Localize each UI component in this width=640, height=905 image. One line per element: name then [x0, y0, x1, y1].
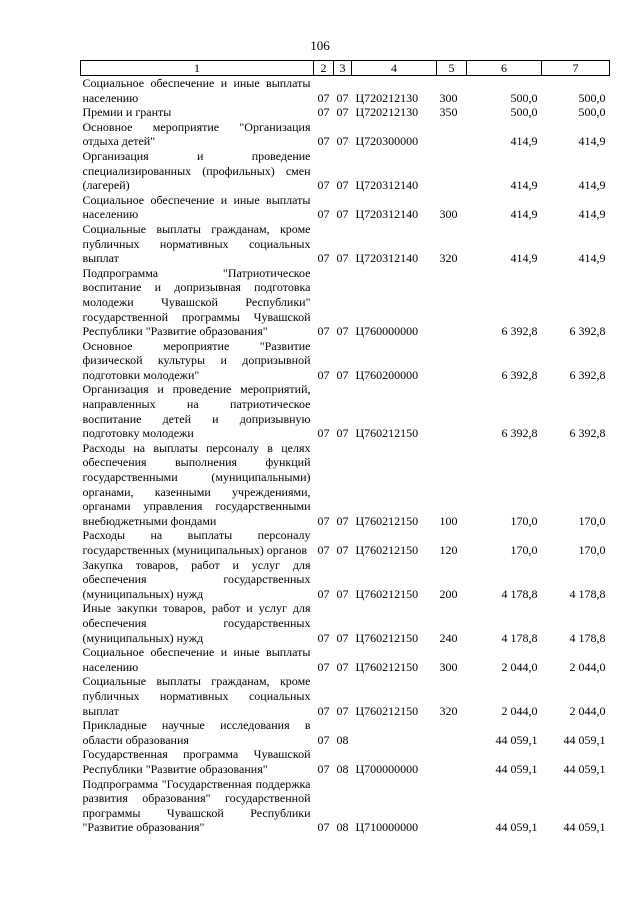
- expense-type-code: 320: [439, 251, 458, 266]
- table-row: [81, 441, 610, 529]
- target-item-code: Ц760212150: [355, 586, 419, 601]
- amount-col-6: 4 178,8: [501, 586, 538, 601]
- target-item-code: [352, 718, 437, 747]
- table-row: [81, 193, 610, 222]
- subsection-code: 07: [336, 703, 349, 718]
- section-code: 07: [317, 761, 330, 776]
- expense-type-code: [437, 149, 467, 193]
- section-code: 07: [317, 820, 330, 835]
- target-item-code: Ц720312140: [355, 207, 419, 222]
- subsection-code: 07: [336, 543, 349, 557]
- target-item-code: Ц720312140: [355, 178, 419, 193]
- amount-col-6: 6 392,8: [501, 426, 538, 441]
- table-row: [81, 645, 610, 674]
- expense-type-code: 120: [439, 543, 458, 557]
- amount-col-7: 4 178,8: [569, 586, 606, 601]
- target-item-code: Ц760212150: [355, 426, 419, 441]
- target-item-code: Ц720300000: [355, 134, 419, 149]
- subsection-code: 07: [336, 659, 349, 674]
- table-row: [81, 601, 610, 645]
- table-row: [81, 149, 610, 193]
- subsection-code: 07: [336, 134, 349, 149]
- section-code: 07: [317, 251, 330, 266]
- budget-table: [80, 60, 610, 835]
- subsection-code: 07: [336, 513, 349, 528]
- table-row: [81, 266, 610, 339]
- row-name: Прикладные научные исследования в области образования: [82, 718, 311, 747]
- section-code: 07: [317, 105, 330, 120]
- target-item-code: Ц760212150: [355, 543, 419, 557]
- section-code: 07: [317, 732, 330, 747]
- amount-col-7: 2 044,0: [569, 703, 606, 718]
- section-code: 07: [317, 90, 330, 105]
- row-name: Организация и проведение специализированных (профильных) смен (лагерей): [82, 148, 311, 193]
- amount-col-6: 2 044,0: [501, 703, 538, 718]
- table-row: [81, 120, 610, 149]
- row-name: Премии и гранты: [82, 105, 172, 120]
- row-name: Расходы на выплаты персоналу в целях обеспечения выполнения функций государственными (муниципальными) органами, казенными учреждениями, органами управления государственными внебюджетными фондами: [82, 440, 311, 528]
- subsection-code: 08: [336, 732, 349, 747]
- amount-col-6: 6 392,8: [501, 324, 538, 339]
- row-name: Государственная программа Чувашской Республики "Развитие образования": [82, 747, 311, 776]
- subsection-code: 08: [336, 820, 349, 835]
- section-code: 07: [317, 367, 330, 382]
- subsection-code: 07: [336, 207, 349, 222]
- expense-type-code: 200: [439, 586, 458, 601]
- amount-col-6: 44 059,1: [495, 761, 538, 776]
- amount-col-7: 4 178,8: [569, 630, 606, 645]
- row-name: Расходы на выплаты персоналу государственных (муниципальных) органов: [82, 528, 311, 557]
- header-col-3: 3: [334, 61, 352, 76]
- amount-col-6: 414,9: [510, 251, 538, 266]
- amount-col-7: 414,9: [578, 134, 606, 149]
- expense-type-code: 350: [439, 105, 458, 120]
- amount-col-7: 414,9: [578, 207, 606, 222]
- expense-type-code: [437, 382, 467, 440]
- row-name: Социальное обеспечение и иные выплаты населению: [82, 76, 311, 105]
- expense-type-code: [437, 339, 467, 383]
- target-item-code: Ц760212150: [355, 513, 419, 528]
- header-col-2: 2: [314, 61, 334, 76]
- section-code: 07: [317, 630, 330, 645]
- header-col-5: 5: [437, 61, 467, 76]
- section-code: 07: [317, 134, 330, 149]
- subsection-code: 07: [336, 367, 349, 382]
- target-item-code: Ц760000000: [355, 324, 419, 339]
- amount-col-7: 414,9: [578, 178, 606, 193]
- expense-type-code: [437, 718, 467, 747]
- amount-col-6: 6 392,8: [501, 367, 538, 382]
- target-item-code: Ц710000000: [355, 820, 419, 835]
- subsection-code: 07: [336, 178, 349, 193]
- section-code: 07: [317, 543, 330, 557]
- row-name: Социальное обеспечение и иные выплаты населению: [82, 192, 311, 222]
- header-col-1: 1: [81, 61, 314, 76]
- expense-type-code: 320: [439, 703, 458, 718]
- amount-col-7: 44 059,1: [563, 761, 606, 776]
- subsection-code: 07: [336, 324, 349, 339]
- table-row: [81, 528, 610, 557]
- subsection-code: 07: [336, 105, 349, 120]
- amount-col-6: 44 059,1: [495, 820, 538, 835]
- table-row: [81, 76, 610, 106]
- page-number: 106: [310, 38, 330, 53]
- amount-col-7: 44 059,1: [563, 732, 606, 747]
- row-name: Социальные выплаты гражданам, кроме публичных нормативных социальных выплат: [82, 221, 311, 266]
- subsection-code: 07: [336, 251, 349, 266]
- row-name: Социальное обеспечение и иные выплаты населению: [82, 645, 311, 674]
- expense-type-code: [437, 120, 467, 149]
- expense-type-code: [437, 777, 467, 835]
- column-number-header: [81, 61, 610, 76]
- expense-type-code: 240: [439, 630, 458, 645]
- section-code: 07: [317, 178, 330, 193]
- table-row: [81, 339, 610, 383]
- target-item-code: Ц760200000: [355, 367, 419, 382]
- amount-col-7: 170,0: [578, 513, 606, 528]
- row-name: Социальные выплаты гражданам, кроме публичных нормативных социальных выплат: [82, 674, 311, 718]
- target-item-code: Ц720312140: [355, 251, 419, 266]
- amount-col-7: 2 044,0: [569, 659, 606, 674]
- amount-col-6: 500,0: [510, 90, 538, 105]
- amount-col-7: 6 392,8: [569, 426, 606, 441]
- expense-type-code: 300: [439, 659, 458, 674]
- header-col-7: 7: [542, 61, 610, 76]
- amount-col-6: 170,0: [510, 513, 538, 528]
- row-name: Подпрограмма "Патриотическое воспитание и допризывная подготовка молодежи Чувашской Республики" государственной программы Чувашской Республики "Развитие образования": [82, 265, 311, 339]
- expense-type-code: 100: [439, 513, 458, 528]
- target-item-code: Ц760212150: [355, 703, 419, 718]
- amount-col-6: 414,9: [510, 178, 538, 193]
- amount-col-6: 500,0: [510, 105, 538, 120]
- amount-col-6: 4 178,8: [501, 630, 538, 645]
- table-row: [81, 718, 610, 747]
- row-name: Основное мероприятие "Организация отдыха детей": [82, 119, 311, 149]
- amount-col-7: 6 392,8: [569, 324, 606, 339]
- table-row: [81, 105, 610, 120]
- target-item-code: Ц760212150: [355, 630, 419, 645]
- table-row: [81, 382, 610, 440]
- table-row: [81, 777, 610, 835]
- row-name: Закупка товаров, работ и услуг для обеспечения государственных (муниципальных) нужд: [82, 557, 311, 601]
- row-name: Иные закупки товаров, работ и услуг для обеспечения государственных (муниципальных) нужд: [82, 601, 311, 645]
- amount-col-7: 500,0: [578, 105, 606, 120]
- amount-col-6: 2 044,0: [501, 659, 538, 674]
- section-code: 07: [317, 586, 330, 601]
- table-row: [81, 222, 610, 266]
- subsection-code: 08: [336, 761, 349, 776]
- target-item-code: Ц700000000: [355, 761, 419, 776]
- table-row: [81, 747, 610, 776]
- section-code: 07: [317, 426, 330, 441]
- row-name: Организация и проведение мероприятий, направленных на патриотическое воспитание детей и допризывную подготовку молодежи: [82, 382, 311, 441]
- expense-type-code: [437, 747, 467, 776]
- section-code: 07: [317, 207, 330, 222]
- subsection-code: 07: [336, 630, 349, 645]
- amount-col-7: 6 392,8: [569, 367, 606, 382]
- amount-col-7: 500,0: [578, 90, 606, 105]
- amount-col-7: 414,9: [578, 251, 606, 266]
- target-item-code: Ц760212150: [355, 659, 419, 674]
- amount-col-7: 170,0: [578, 543, 606, 557]
- amount-col-6: 414,9: [510, 134, 538, 149]
- expense-type-code: 300: [439, 90, 458, 105]
- section-code: 07: [317, 659, 330, 674]
- section-code: 07: [317, 703, 330, 718]
- table-row: [81, 558, 610, 602]
- header-col-6: 6: [467, 61, 542, 76]
- subsection-code: 07: [336, 426, 349, 441]
- section-code: 07: [317, 324, 330, 339]
- table-row: [81, 674, 610, 718]
- section-code: 07: [317, 513, 330, 528]
- amount-col-6: 414,9: [510, 207, 538, 222]
- amount-col-6: 170,0: [510, 543, 538, 557]
- amount-col-6: 44 059,1: [495, 732, 538, 747]
- target-item-code: Ц720212130: [355, 90, 419, 105]
- subsection-code: 07: [336, 90, 349, 105]
- header-col-4: 4: [352, 61, 437, 76]
- expense-type-code: 300: [439, 207, 458, 222]
- target-item-code: Ц720212130: [355, 105, 419, 120]
- amount-col-7: 44 059,1: [563, 820, 606, 835]
- expense-type-code: [437, 266, 467, 339]
- row-name: Подпрограмма "Государственная поддержка развития образования" государственной программы Чувашской Республики "Развитие образования": [82, 776, 311, 835]
- subsection-code: 07: [336, 586, 349, 601]
- row-name: Основное мероприятие "Развитие физической культуры и допризывной подготовки молодежи": [82, 338, 311, 382]
